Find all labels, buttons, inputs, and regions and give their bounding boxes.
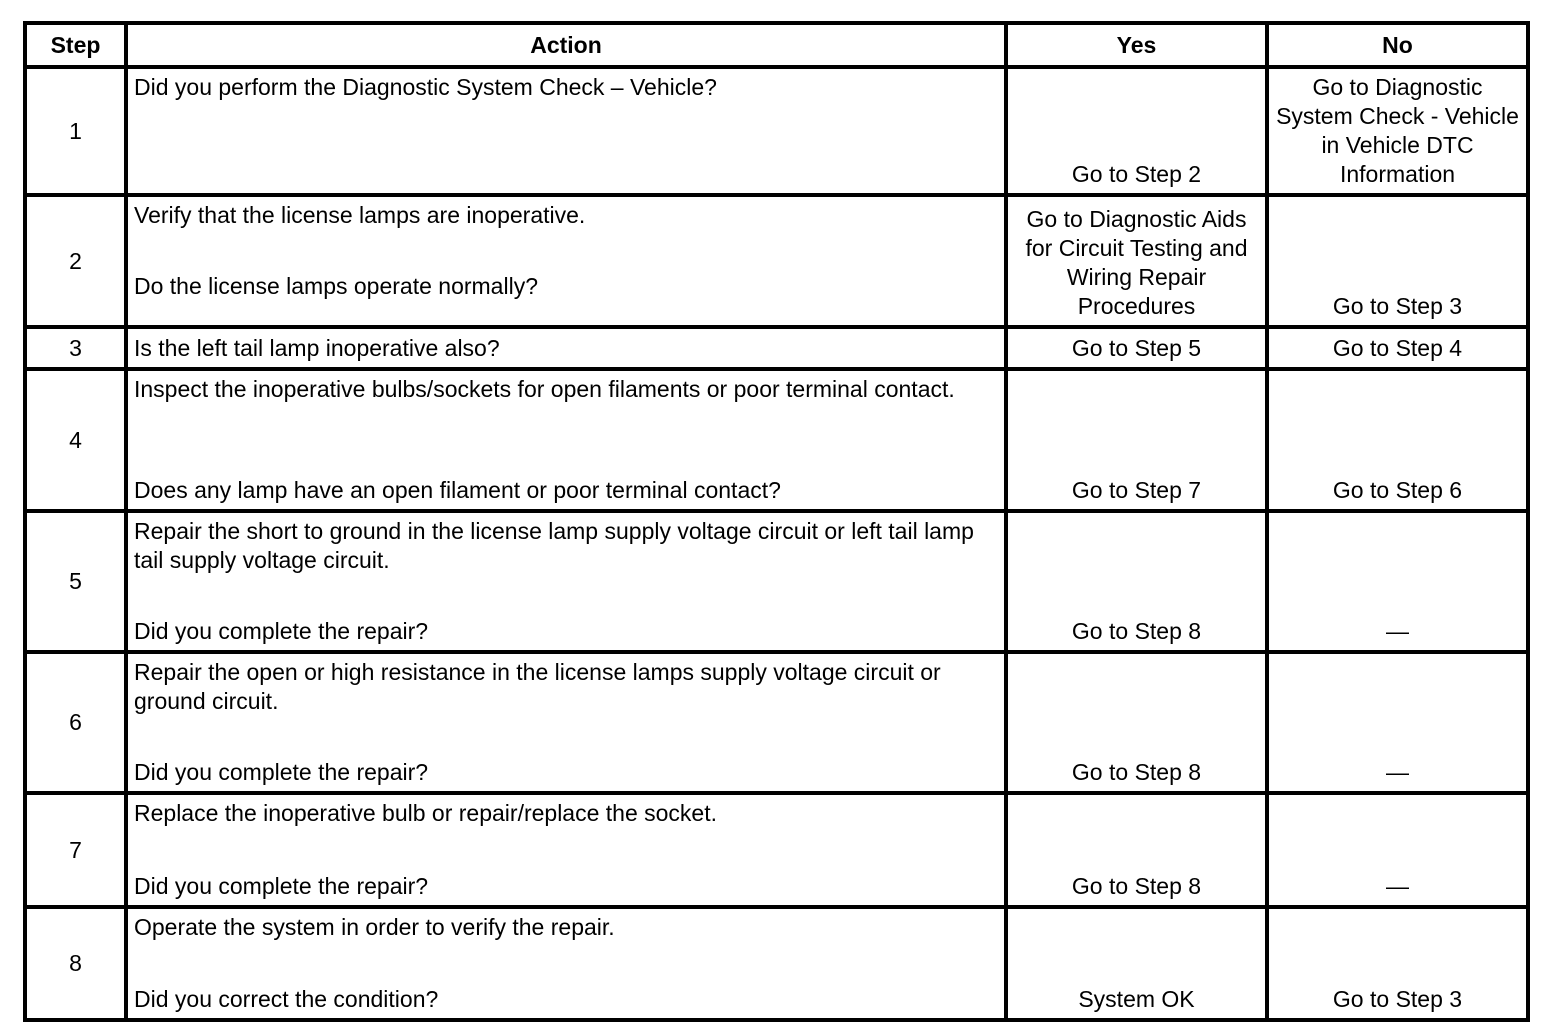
step-number: 3 [25, 327, 126, 369]
action-text: Verify that the license lamps are inoperative. [134, 202, 586, 228]
table-row [25, 67, 1528, 195]
step-number: 5 [25, 511, 126, 652]
table-row [25, 652, 1528, 793]
action-cell [126, 652, 1006, 793]
action-cell [126, 907, 1006, 1020]
action-text: Repair the short to ground in the license lamp supply voltage circuit or left tail lamp tail supply voltage circuit. [134, 518, 974, 573]
table-row [25, 511, 1528, 652]
action-text: Repair the open or high resistance in the license lamps supply voltage circuit or ground circuit. [134, 659, 941, 714]
action-question: Did you complete the repair? [134, 618, 429, 644]
header-yes: Yes [1006, 23, 1267, 67]
action-text: Replace the inoperative bulb or repair/replace the socket. [134, 800, 718, 826]
action-cell [126, 511, 1006, 652]
action-cell [126, 369, 1006, 511]
no-cell: Go to Diagnostic System Check - Vehicle in Vehicle DTC Information [1267, 67, 1528, 195]
table-row [25, 793, 1528, 907]
step-number: 1 [25, 67, 126, 195]
header-no: No [1267, 23, 1528, 67]
table-row [25, 907, 1528, 1020]
table-row [25, 195, 1528, 327]
step-number: 7 [25, 793, 126, 907]
action-cell [126, 793, 1006, 907]
no-cell: — [1267, 652, 1528, 793]
action-cell [126, 327, 1006, 369]
action-text: Inspect the inoperative bulbs/sockets for open filaments or poor terminal contact. [134, 376, 955, 402]
header-action: Action [126, 23, 1006, 67]
yes-cell: Go to Step 5 [1006, 327, 1267, 369]
yes-cell: Go to Step 8 [1006, 652, 1267, 793]
no-cell: Go to Step 3 [1267, 907, 1528, 1020]
yes-cell: Go to Step 8 [1006, 793, 1267, 907]
no-cell: Go to Step 6 [1267, 369, 1528, 511]
yes-cell: Go to Step 7 [1006, 369, 1267, 511]
no-cell: Go to Step 4 [1267, 327, 1528, 369]
no-cell: Go to Step 3 [1267, 195, 1528, 327]
step-number: 2 [25, 195, 126, 327]
table-row [25, 327, 1528, 369]
yes-cell: System OK [1006, 907, 1267, 1020]
action-question: Does any lamp have an open filament or poor terminal contact? [134, 477, 781, 503]
action-question: Do the license lamps operate normally? [134, 273, 538, 299]
no-cell: — [1267, 793, 1528, 907]
yes-cell: Go to Diagnostic Aids for Circuit Testing and Wiring Repair Procedures [1006, 195, 1267, 327]
yes-cell: Go to Step 2 [1006, 67, 1267, 195]
action-cell [126, 67, 1006, 195]
action-cell [126, 195, 1006, 327]
action-question: Did you correct the condition? [134, 986, 439, 1012]
header-step: Step [25, 23, 126, 67]
step-number: 8 [25, 907, 126, 1020]
step-number: 4 [25, 369, 126, 511]
diagnostic-table [23, 21, 1530, 1022]
no-cell: — [1267, 511, 1528, 652]
action-text: Is the left tail lamp inoperative also? [134, 334, 500, 361]
action-question: Did you complete the repair? [134, 873, 429, 899]
yes-cell: Go to Step 8 [1006, 511, 1267, 652]
action-text: Operate the system in order to verify the repair. [134, 914, 615, 940]
table-header-row [25, 23, 1528, 67]
table-row [25, 369, 1528, 511]
action-text: Did you perform the Diagnostic System Check – Vehicle? [134, 74, 717, 100]
step-number: 6 [25, 652, 126, 793]
action-question: Did you complete the repair? [134, 759, 429, 785]
